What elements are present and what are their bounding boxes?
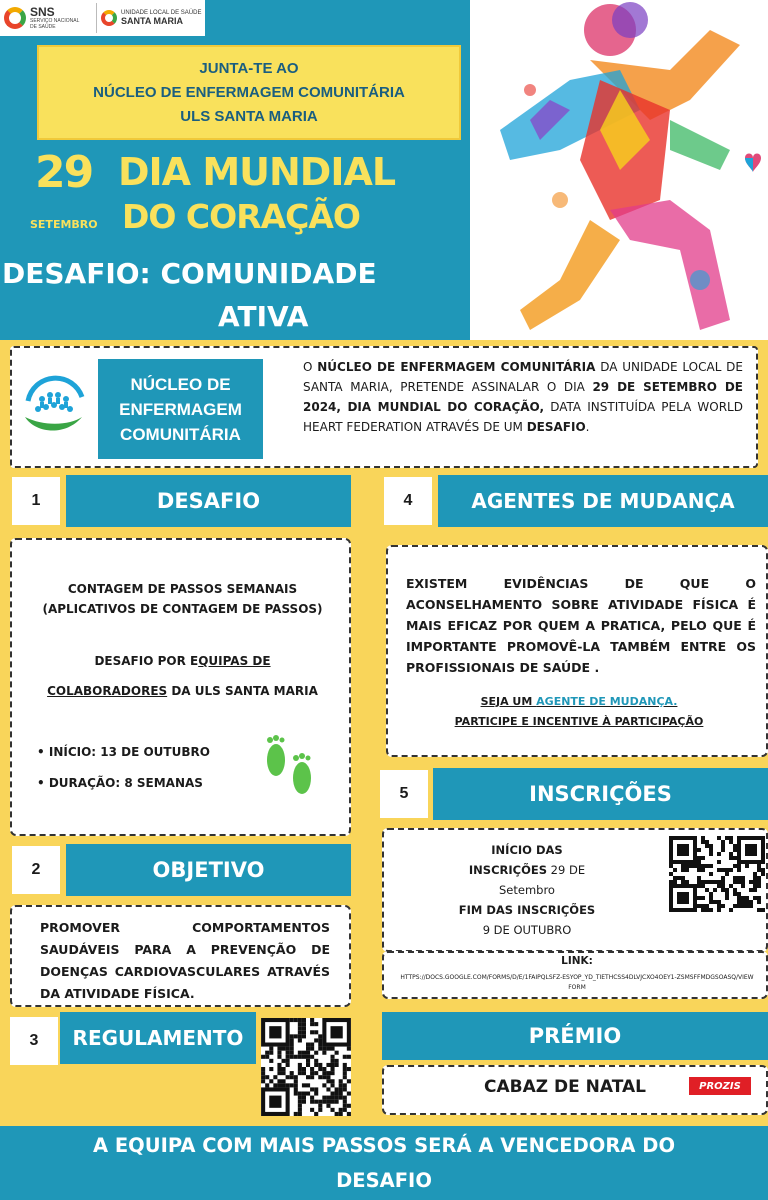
- qr-code-icon[interactable]: [669, 836, 765, 912]
- join-line2: NÚCLEO DE ENFERMAGEM COMUNITÁRIA: [93, 83, 405, 101]
- agentes-text: EXISTEM EVIDÊNCIAS DE QUE O ACONSELHAMENTO SOBRE ATIVIDADE FÍSICA É MAIS EFICAZ POR QUEM A PRATICA, PELO QUE É IMPORTANTE PROMOVÊ-LA TAMBÉM ENTRE OS PROFISSIONAIS DE SAÚDE .: [406, 576, 756, 675]
- challenge-line2: ATIVA: [218, 300, 309, 333]
- footer-line1: A EQUIPA COM MAIS PASSOS SERÁ A VENCEDORA DO: [92, 1134, 676, 1157]
- community-nursing-logo-icon: [20, 365, 90, 445]
- intro-text-part: .: [585, 420, 590, 434]
- link-title: LINK:: [561, 955, 593, 967]
- intro-text-part: O: [303, 360, 318, 374]
- sns-title: SNS: [30, 4, 55, 19]
- join-box: [37, 45, 461, 140]
- section-5-title: INSCRIÇÕES: [433, 768, 768, 820]
- link-url[interactable]: HTTPS://DOCS.GOOGLE.COM/FORMS/D/E/1FAIPQLSFZ-ESYOP_YD_TIETHCSS4DLVJCXO4OEY1-ZSMSFFMDGSOASQ/VIEWFORM: [400, 974, 754, 991]
- agentes-card: [386, 545, 768, 757]
- join-line3: ULS SANTA MARIA: [180, 107, 318, 125]
- desafio-bullet-start: • INÍCIO: 13 DE OUTUBRO: [37, 745, 210, 759]
- desafio-line3-b: QUIPAS DE: [198, 654, 271, 668]
- challenge-line1: DESAFIO: COMUNIDADE: [2, 257, 377, 290]
- sns-logo-icon: [4, 7, 26, 29]
- intro-text-bold: 29 DE SETEMBRO DE 2024, DIA MUNDIAL DO CORAÇÃO,: [303, 380, 743, 414]
- month-label: SETEMBRO: [30, 218, 98, 231]
- agentes-cta1: [388, 695, 768, 708]
- section-4-number: 4: [384, 477, 432, 525]
- insc-line2-bold: INSCRIÇÕES: [468, 863, 548, 877]
- runner-illustration: [470, 0, 768, 340]
- section-2-title: OBJETIVO: [66, 844, 351, 896]
- link-card: [382, 951, 768, 999]
- section-3-number: 3: [10, 1017, 58, 1065]
- join-line1: JUNTA-TE AO: [199, 59, 299, 77]
- title-line1: DIA MUNDIAL: [118, 150, 396, 194]
- sns-logo: [4, 3, 94, 33]
- desafio-card: [10, 538, 351, 836]
- intro-text-bold: NÚCLEO DE ENFERMAGEM COMUNITÁRIA: [317, 360, 596, 374]
- heart-icon: [745, 154, 761, 173]
- sns-sub1: SERVIÇO NACIONAL: [30, 17, 80, 24]
- uls-logo-icon: [101, 10, 117, 26]
- desafio-line3: [12, 654, 353, 668]
- desafio-line2: (APLICATIVOS DE CONTAGEM DE PASSOS): [42, 602, 323, 616]
- premio-title: PRÉMIO: [382, 1012, 768, 1060]
- intro-text-bold: DESAFIO: [526, 420, 586, 434]
- insc-line2: [432, 860, 622, 880]
- insc-line2-normal: 29 DE: [547, 863, 586, 877]
- insc-line3: Setembro: [499, 883, 555, 897]
- footer-line2: DESAFIO: [336, 1169, 432, 1192]
- desafio-line1: CONTAGEM DE PASSOS SEMANAIS: [67, 582, 298, 596]
- prozis-logo: PROZIS: [689, 1077, 751, 1095]
- uls-name: SANTA MARIA: [121, 16, 183, 26]
- agentes-cta2: PARTICIPE E INCENTIVE À PARTICIPAÇÃO: [454, 715, 704, 728]
- section-1-number: 1: [12, 477, 60, 525]
- intro-text-part: DATA INSTITUÍDA PELA WORLD HEART FEDERATION ATRAVÉS DE UM: [303, 400, 743, 434]
- title-line2: DO CORAÇÃO: [122, 197, 360, 236]
- intro-text: [303, 357, 743, 437]
- qr-code-icon[interactable]: [261, 1018, 351, 1116]
- desafio-line3-a: DESAFIO POR E: [94, 654, 199, 668]
- uls-logo: [96, 3, 204, 33]
- section-3-title: REGULAMENTO: [60, 1012, 256, 1064]
- premio-card: [382, 1065, 768, 1115]
- inscricoes-card: [382, 828, 768, 952]
- insc-line4: FIM DAS INSCRIÇÕES: [458, 903, 596, 917]
- footer-banner: [0, 1126, 768, 1200]
- insc-line5: 9 DE OUTUBRO: [482, 923, 572, 937]
- section-1-title: DESAFIO: [66, 475, 351, 527]
- desafio-line4-a: COLABORADORES: [47, 684, 168, 698]
- section-2-number: 2: [12, 846, 60, 894]
- badge-line1: NÚCLEO DE: [130, 374, 231, 394]
- desafio-bullet-duration: • DURAÇÃO: 8 SEMANAS: [37, 776, 203, 790]
- section-5-number: 5: [380, 770, 428, 818]
- sns-sub2: DE SAÚDE: [30, 23, 56, 30]
- agentes-cta1-b: AGENTE DE MUDANÇA.: [536, 695, 678, 708]
- badge-line2: ENFERMAGEM: [119, 399, 242, 419]
- objetivo-card: [10, 905, 351, 1007]
- footprints-icon: [262, 730, 322, 804]
- objetivo-text: PROMOVER COMPORTAMENTOS SAUDÁVEIS PARA A PREVENÇÃO DE DOENÇAS CARDIOVASCULARES ATRAVÉS DA ATIVIDADE FÍSICA.: [40, 920, 330, 1001]
- day-number: 29: [35, 147, 93, 198]
- section-4-title: AGENTES DE MUDANÇA: [438, 475, 768, 527]
- desafio-line4: [12, 684, 353, 698]
- insc-line1: INÍCIO DAS: [491, 843, 563, 857]
- nursing-badge: [98, 359, 263, 459]
- agentes-cta1-a: SEJA UM: [480, 695, 537, 708]
- premio-text: CABAZ DE NATAL: [484, 1077, 646, 1097]
- desafio-line4-b: DA ULS SANTA MARIA: [167, 684, 318, 698]
- badge-line3: COMUNITÁRIA: [120, 424, 241, 444]
- intro-text-part: DA UNIDADE LOCAL DE SANTA MARIA, PRETENDE ASSINALAR O DIA: [303, 360, 744, 394]
- uls-sub: UNIDADE LOCAL DE SAÚDE: [121, 10, 202, 16]
